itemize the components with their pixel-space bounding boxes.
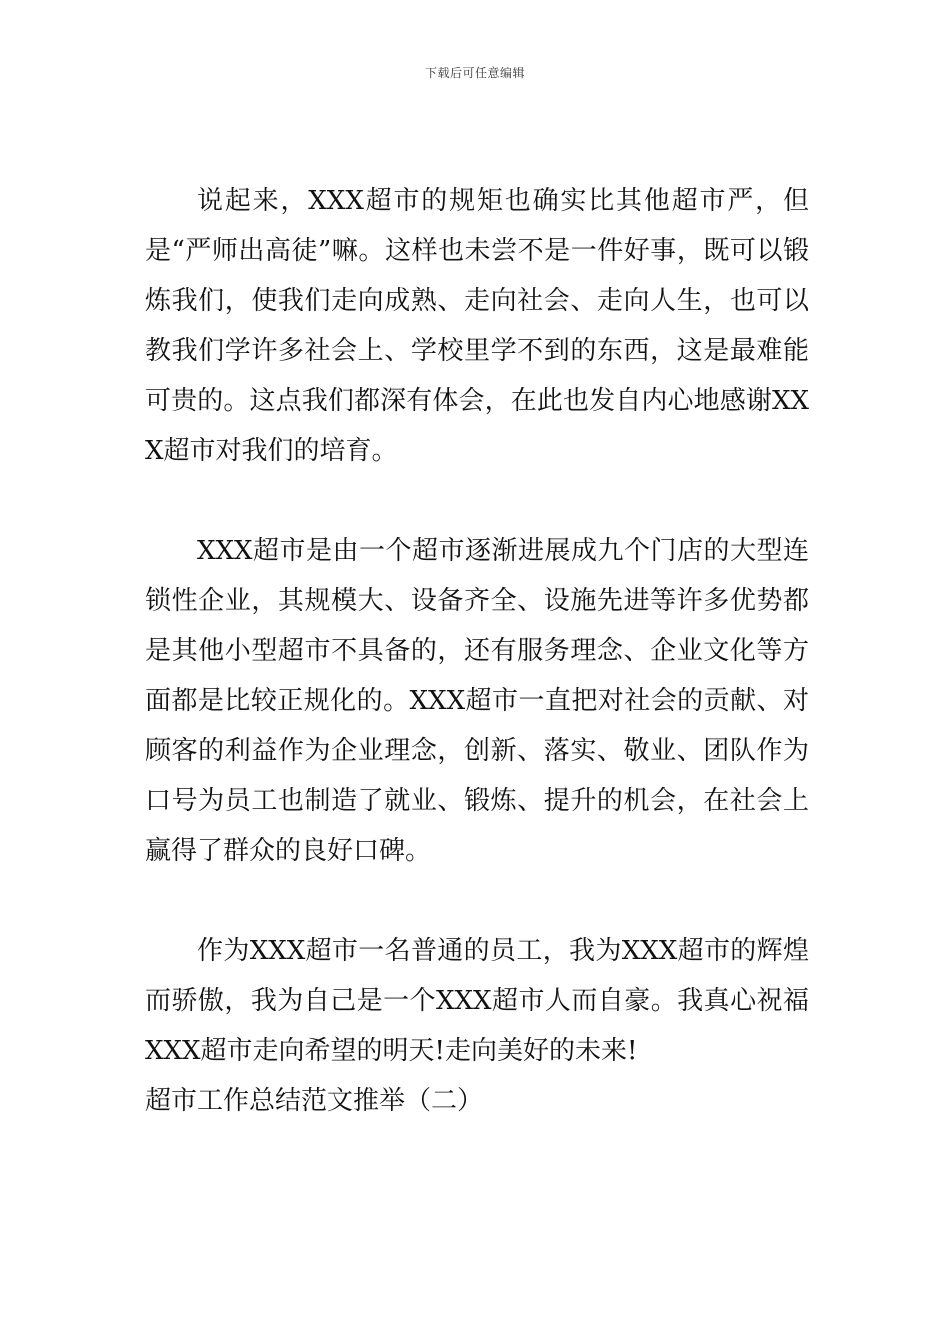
page-header: 下载后可任意编辑 xyxy=(424,66,525,80)
paragraph-2: XXX超市是由一个超市逐渐进展成九个门店的大型连锁性企业，其规模大、设备齐全、设施先进等许多优势都是其他小型超市不具备的，还有服务理念、企业文化等方面都是比较正规化的。XXX超市一直把对社会的贡献、对顾客的利益作为企业理念，创新、落实、敬业、团队作为口号为员工也制造了就业、锻炼、提升的机会，在社会上赢得了群众的良好口碑。 xyxy=(145,536,809,866)
paragraph-1: 说起来，XXX超市的规矩也确实比其他超市严，但是“严师出高徒”嘛。这样也未尝不是一件好事，既可以锻炼我们，使我们走向成熟、走向社会、走向人生，也可以教我们学许多社会上、学校里学不到的东西，这是最难能可贵的。这点我们都深有体会，在此也发自内心地感谢XXX超市对我们的培育。 xyxy=(145,186,809,466)
section-heading: 超市工作总结范文推举（二） xyxy=(145,1086,484,1116)
paragraph-gap xyxy=(145,876,809,926)
document-body xyxy=(145,176,809,1126)
paragraph-3: 作为XXX超市一名普通的员工，我为XXX超市的辉煌而骄傲，我为自己是一个XXX超市人而自豪。我真心祝福XXX超市走向希望的明天!走向美好的未来! xyxy=(145,936,809,1066)
paragraph-gap xyxy=(145,476,809,526)
